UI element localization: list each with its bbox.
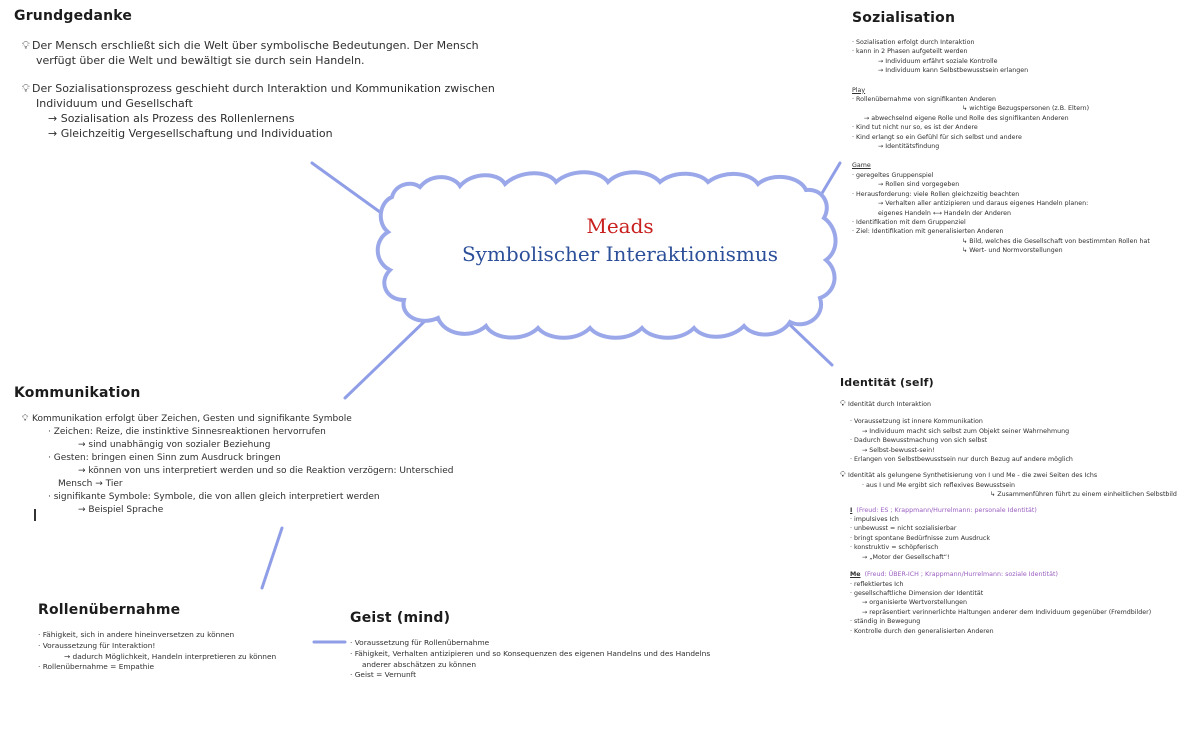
subheading-game: Game <box>852 162 871 170</box>
section-sozialisation <box>852 10 1192 256</box>
text-line: → organisierte Wertvorstellungen <box>862 599 967 607</box>
lightbulb-icon: 💡︎ <box>840 399 846 408</box>
connector-identitaet <box>787 322 832 365</box>
text-line: · konstruktiv = schöpferisch <box>850 544 939 552</box>
text-line: · Dadurch Bewusstmachung von sich selbst <box>850 437 988 445</box>
text-line: · Gesten: bringen einen Sinn zum Ausdruck bringen <box>48 453 281 463</box>
text-line: · signifikante Symbole: Symbole, die von allen gleich interpretiert werden <box>48 492 380 502</box>
section-title-sozialisation: Sozialisation <box>852 10 956 26</box>
section-geist <box>350 610 780 681</box>
text-line: · reflektiertes Ich <box>850 580 904 588</box>
section-title-grundgedanke: Grundgedanke <box>14 8 133 24</box>
text-line: → „Motor der Gesellschaft“! <box>862 553 950 561</box>
text-line: · ständig in Bewegung <box>850 618 921 626</box>
text-line: · Herausforderung: viele Rollen gleichzeitig beachten <box>852 190 1020 198</box>
text-line: → Verhalten aller antizipieren und daraus eigenes Handeln planen: <box>878 200 1089 208</box>
text-line: Der Sozialisationsprozess geschieht durch Interaktion und Kommunikation zwischen <box>32 82 495 95</box>
text-line: → Beispiel Sprache <box>78 505 164 515</box>
subheading-play: Play <box>852 86 866 94</box>
text-line: → Sozialisation als Prozess des Rollenlernens <box>48 112 295 125</box>
central-topic <box>380 212 860 268</box>
text-line: → Identitätsfindung <box>878 143 940 151</box>
text-line: · Fähigkeit, Verhalten antizipieren und so Konsequenzen des eigenen Handelns und des Handelns <box>350 648 711 658</box>
text-line: → repräsentiert verinnerlichte Haltungen anderer dem Individuum gegenüber (Fremdbilder) <box>862 608 1152 616</box>
text-line: verfügt über die Welt und bewältigt sie durch sein Handeln. <box>36 54 365 67</box>
rollenuebernahme-text <box>38 630 338 673</box>
margin-mark <box>34 509 36 521</box>
text-line: · Identifikation mit dem Gruppenziel <box>852 218 966 226</box>
text-line: · unbewusst = nicht sozialisierbar <box>850 525 957 533</box>
text-line: · impulsives Ich <box>850 516 899 524</box>
text-line: → Selbst-bewusst-sein! <box>862 446 935 454</box>
text-line: Mensch → Tier <box>58 479 123 489</box>
text-line: Der Mensch erschließt sich die Welt über symbolische Bedeutungen. Der Mensch <box>32 39 479 52</box>
me-note: (Freud: ÜBER-ICH ; Krappmann/Hurrelmann: soziale Identität) <box>864 571 1058 579</box>
text-line: → Individuum kann Selbstbewusstsein erlangen <box>878 67 1029 75</box>
section-title-identitaet: Identität (self) <box>840 376 934 389</box>
text-line: · Kind tut nicht nur so, es ist der Andere <box>852 124 978 132</box>
text-line: → Rollen sind vorgegeben <box>878 181 960 189</box>
text-line: · Ziel: Identifikation mit generalisierten Anderen <box>852 228 1004 236</box>
text-line: → Individuum macht sich selbst zum Objekt seiner Wahrnehmung <box>862 427 1070 435</box>
i-note: (Freud: ES ; Krappmann/Hurrelmann: personale Identität) <box>856 506 1037 514</box>
lightbulb-icon: 💡︎ <box>22 39 30 52</box>
me-label: Me <box>850 571 861 579</box>
center-title: Meads <box>586 214 654 238</box>
section-rollenuebernahme <box>38 602 338 673</box>
sozialisation-text <box>852 38 1192 256</box>
connector-kommunikation-rollenuebernahme <box>262 528 282 588</box>
text-line: · Voraussetzung für Interaktion! <box>38 640 156 650</box>
text-line: Individuum und Gesellschaft <box>36 97 193 110</box>
text-line: · Voraussetzung ist innere Kommunikation <box>850 418 983 426</box>
text-line: → sind unabhängig von sozialer Beziehung <box>78 440 271 450</box>
text-line: ↳ Bild, welches die Gesellschaft von bestimmten Rollen hat <box>962 237 1150 245</box>
text-line: · Fähigkeit, sich in andere hineinversetzen zu können <box>38 630 235 639</box>
section-kommunikation <box>14 385 494 517</box>
text-line: · Kind erlangt so ein Gefühl für sich selbst und andere <box>852 133 1022 141</box>
text-line: ↳ wichtige Bezugspersonen (z.B. Eltern) <box>962 105 1090 113</box>
text-line: · Rollenübernahme von signifikanten Anderen <box>852 96 997 104</box>
section-title-geist: Geist (mind) <box>350 610 451 626</box>
text-line: · Sozialisation erfolgt durch Interaktion <box>852 39 975 46</box>
text-line: ↳ Zusammenführen führt zu einem einheitlichen Selbstbild <box>990 491 1177 499</box>
text-line: · Geist = Vernunft <box>350 670 417 680</box>
text-line: anderer abschätzen zu können <box>362 659 477 669</box>
text-line: · Zeichen: Reize, die instinktive Sinnesreaktionen hervorrufen <box>48 427 326 437</box>
text-line: Identität als gelungene Synthetisierung von I und Me - die zwei Seiten des Ichs <box>848 472 1098 480</box>
i-label: I <box>850 506 853 514</box>
section-grundgedanke <box>14 8 534 141</box>
text-line: Kommunikation erfolgt über Zeichen, Gesten und signifikante Symbole <box>32 414 352 424</box>
section-identitaet <box>840 376 1190 636</box>
kommunikation-text <box>14 413 494 517</box>
text-line: · Voraussetzung für Rollenübernahme <box>350 638 490 647</box>
section-title-rollenuebernahme: Rollenübernahme <box>38 602 181 618</box>
text-line: · Rollenübernahme = Empathie <box>38 662 154 672</box>
text-line: · Erlangen von Selbstbewusstsein nur durch Bezug auf andere möglich <box>850 456 1073 464</box>
grundgedanke-text <box>14 38 534 141</box>
text-line: · aus I und Me ergibt sich reflexives Bewusstsein <box>862 481 1016 489</box>
text-line: · gesellschaftliche Dimension der Identität <box>850 589 984 597</box>
text-line: · geregeltes Gruppenspiel <box>852 171 934 179</box>
lightbulb-icon: 💡︎ <box>22 82 30 95</box>
text-line: Identität durch Interaktion <box>848 401 931 408</box>
text-line: → abwechselnd eigene Rolle und Rolle des signifikanten Anderen <box>864 114 1069 122</box>
text-line: eigenes Handeln ⟷ Handeln der Anderen <box>878 209 1012 217</box>
identitaet-text <box>840 399 1190 636</box>
lightbulb-icon: 💡︎ <box>22 414 29 424</box>
center-subtitle: Symbolischer Interaktionismus <box>461 242 779 266</box>
geist-text <box>350 638 780 681</box>
text-line: → dadurch Möglichkeit, Handeln interpretieren zu können <box>64 651 277 661</box>
text-line: · bringt spontane Bedürfnisse zum Ausdruck <box>850 534 990 542</box>
text-line: · Kontrolle durch den generalisierten Anderen <box>850 627 994 635</box>
section-title-kommunikation: Kommunikation <box>14 385 141 401</box>
text-line: · kann in 2 Phasen aufgeteilt werden <box>852 48 968 56</box>
lightbulb-icon: 💡︎ <box>840 470 846 480</box>
text-line: ↳ Wert- und Normvorstellungen <box>962 247 1063 255</box>
text-line: → Individuum erfährt soziale Kontrolle <box>878 57 998 65</box>
text-line: → Gleichzeitig Vergesellschaftung und Individuation <box>48 127 333 140</box>
text-line: → können von uns interpretiert werden und so die Reaktion verzögern: Unterschied <box>78 466 454 476</box>
